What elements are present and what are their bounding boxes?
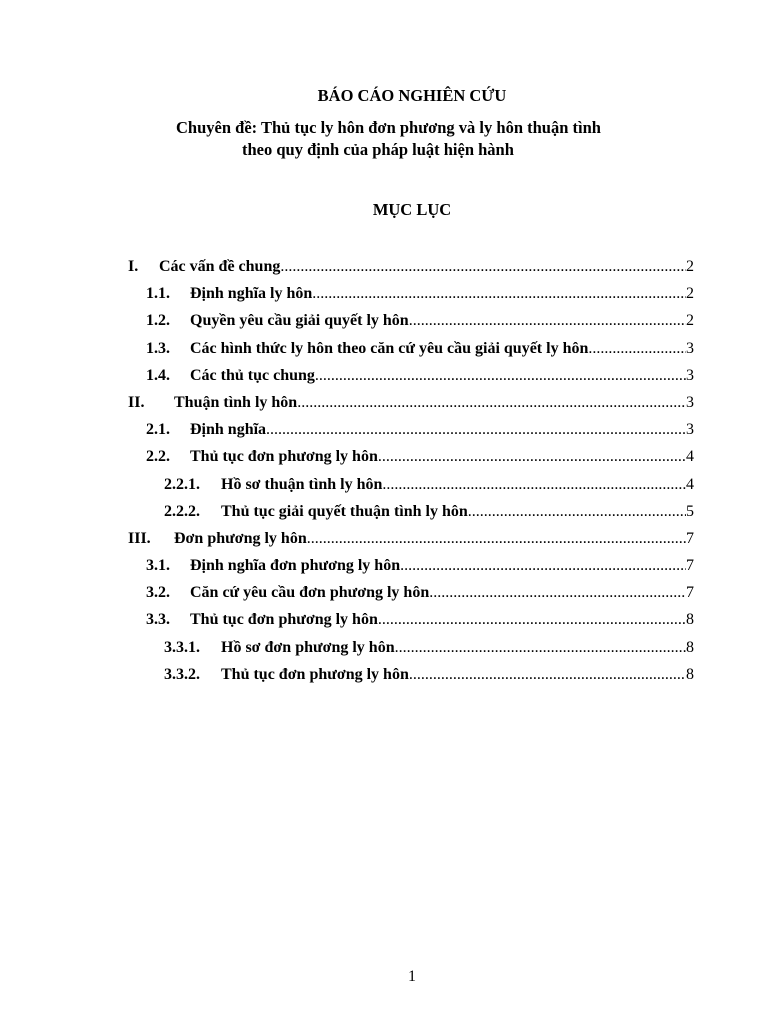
toc-dot-leader <box>382 476 686 494</box>
toc-dot-leader <box>315 367 686 385</box>
toc-dot-leader <box>395 639 686 657</box>
toc-entry[interactable] <box>128 639 694 666</box>
table-of-contents <box>128 258 694 693</box>
toc-entry-number: 2.1. <box>146 421 170 439</box>
toc-entry-text: Các vấn đề chung <box>159 258 281 275</box>
toc-entry[interactable] <box>128 285 694 312</box>
toc-entry-number: III. <box>128 529 151 547</box>
toc-entry-number: 1.3. <box>146 339 170 357</box>
subtitle-line-1: Chuyên đề: Thủ tục ly hôn đơn phương và ly hôn thuận tình <box>176 118 601 137</box>
toc-entry-number: 3.2. <box>146 584 170 602</box>
toc-entry[interactable] <box>128 584 694 611</box>
toc-entry-text: Đơn phương ly hôn <box>174 529 307 547</box>
toc-entry-page: 3 <box>686 339 694 357</box>
toc-entry-page: 8 <box>686 665 694 683</box>
toc-entry-number: 3.3. <box>146 611 170 629</box>
subtitle-line-2: theo quy định của pháp luật hiện hành <box>242 140 514 159</box>
toc-entry[interactable] <box>128 503 694 530</box>
toc-entry-page: 5 <box>686 502 694 520</box>
toc-entry-text: Định nghĩa đơn phương ly hôn <box>190 557 401 575</box>
toc-entry-text: Căn cứ yêu cầu đơn phương ly hôn <box>190 584 430 602</box>
toc-entry-text: Hồ sơ đơn phương ly hôn <box>221 638 395 656</box>
toc-dot-leader <box>588 340 686 358</box>
toc-dot-leader <box>468 503 686 521</box>
toc-entry-text: Các hình thức ly hôn theo căn cứ yêu cầu giải quyết ly hôn <box>190 339 589 357</box>
toc-entry-page: 2 <box>686 285 694 303</box>
toc-entry-page: 4 <box>686 448 694 466</box>
toc-entry-text: Định nghĩa <box>190 421 267 439</box>
document-title: BÁO CÁO NGHIÊN CỨU <box>317 86 507 105</box>
toc-entry-text: Các thủ tục chung <box>190 366 315 384</box>
toc-entry-number: 3.3.2. <box>164 665 200 683</box>
toc-dot-leader <box>307 530 686 548</box>
toc-dot-leader <box>429 584 686 602</box>
toc-entry-text: Hồ sơ thuận tình ly hôn <box>221 475 383 493</box>
toc-entry-text: Thủ tục đơn phương ly hôn <box>190 448 378 466</box>
toc-dot-leader <box>312 285 686 303</box>
toc-dot-leader <box>266 421 686 439</box>
toc-entry-page: 3 <box>686 421 694 439</box>
toc-entry-page: 8 <box>686 638 694 656</box>
toc-entry[interactable] <box>128 394 694 421</box>
toc-dot-leader <box>409 312 686 330</box>
toc-entry-page: 2 <box>686 258 694 275</box>
toc-dot-leader <box>378 448 686 466</box>
toc-entry-page: 7 <box>686 557 694 575</box>
toc-entry-page: 7 <box>686 584 694 602</box>
toc-entry-number: 3.3.1. <box>164 638 200 656</box>
toc-dot-leader <box>297 394 686 412</box>
toc-entry-page: 3 <box>686 366 694 384</box>
toc-entry[interactable] <box>128 611 694 638</box>
toc-entry-text: Quyền yêu cầu giải quyết ly hôn <box>190 312 409 330</box>
toc-entry-number: I. <box>128 258 139 275</box>
toc-entry[interactable] <box>128 367 694 394</box>
toc-entry-page: 7 <box>686 529 694 547</box>
toc-entry-number: 1.2. <box>146 312 170 330</box>
toc-entry-number: II. <box>128 393 145 411</box>
toc-entry-number: 2.2. <box>146 448 170 466</box>
toc-entry-page: 2 <box>686 312 694 330</box>
toc-entry-number: 2.2.2. <box>164 502 200 520</box>
toc-entry-page: 4 <box>686 475 694 493</box>
toc-dot-leader <box>400 557 686 575</box>
toc-entry[interactable] <box>128 530 694 557</box>
toc-entry[interactable] <box>128 448 694 475</box>
toc-entry-text: Thủ tục đơn phương ly hôn <box>221 665 409 683</box>
toc-dot-leader <box>280 258 686 276</box>
toc-entry-number: 1.1. <box>146 285 170 303</box>
toc-entry[interactable] <box>128 258 694 285</box>
toc-entry-page: 8 <box>686 611 694 629</box>
toc-entry[interactable] <box>128 476 694 503</box>
toc-heading: MỤC LỤC <box>372 200 452 219</box>
toc-entry-number: 2.2.1. <box>164 475 200 493</box>
toc-entry-text: Định nghĩa ly hôn <box>190 285 313 303</box>
document-subtitle <box>176 117 656 161</box>
toc-entry-text: Thuận tình ly hôn <box>174 393 298 411</box>
toc-entry-number: 3.1. <box>146 557 170 575</box>
toc-entry[interactable] <box>128 312 694 339</box>
toc-dot-leader <box>378 611 686 629</box>
toc-entry-text: Thủ tục đơn phương ly hôn <box>190 611 378 629</box>
toc-entry-number: 1.4. <box>146 366 170 384</box>
toc-entry-page: 3 <box>686 393 694 411</box>
toc-entry[interactable] <box>128 666 694 693</box>
toc-entry[interactable] <box>128 421 694 448</box>
toc-entry[interactable] <box>128 557 694 584</box>
toc-entry-text: Thủ tục giải quyết thuận tình ly hôn <box>221 502 468 520</box>
toc-dot-leader <box>409 666 686 684</box>
toc-entry[interactable] <box>128 340 694 367</box>
page-number: 1 <box>408 968 416 985</box>
